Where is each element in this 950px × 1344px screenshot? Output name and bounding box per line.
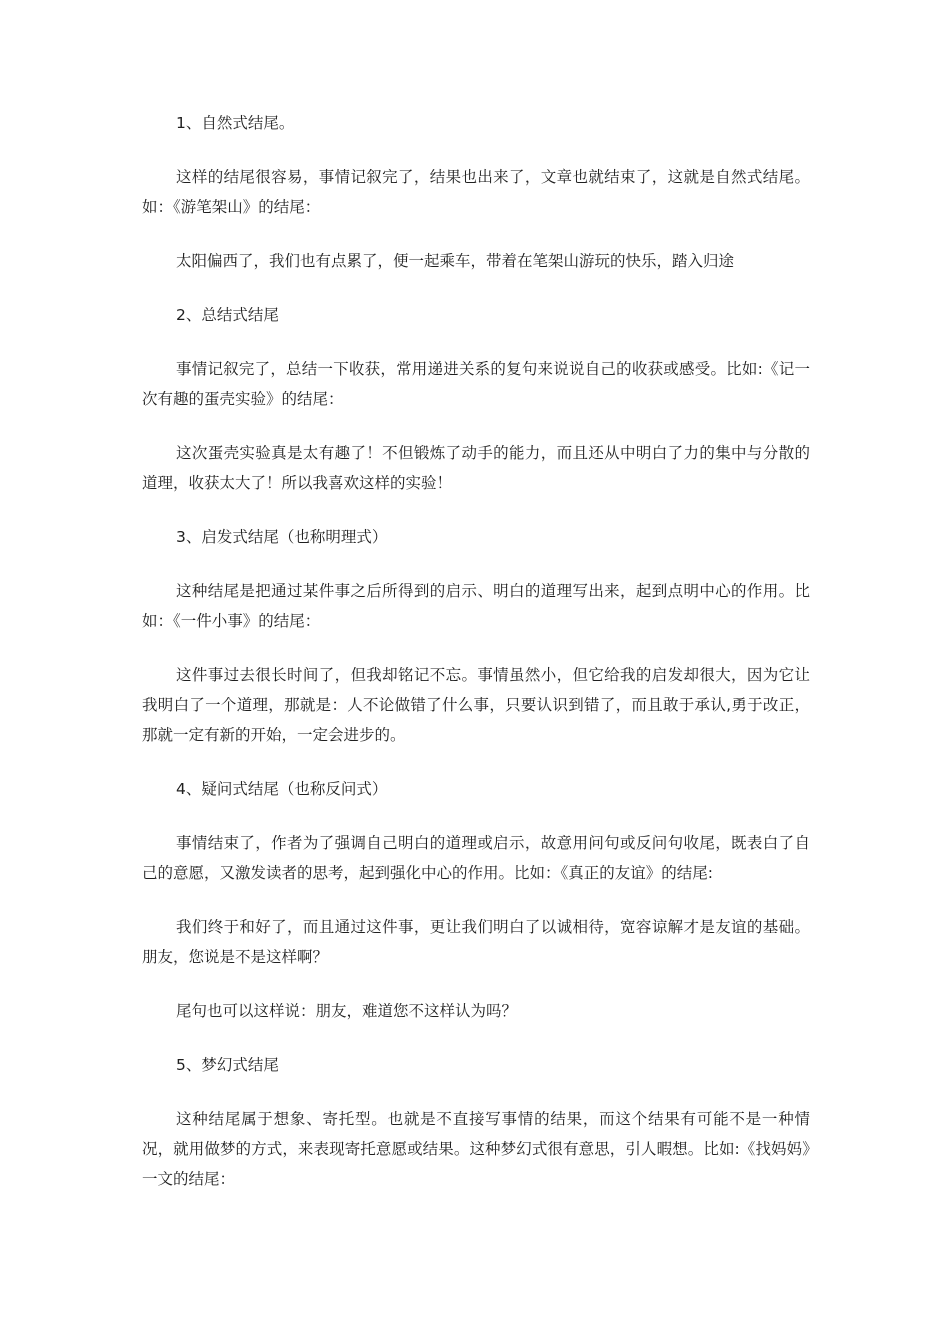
section-heading-4: 4、疑问式结尾（也称反问式） bbox=[176, 780, 388, 798]
paragraph: 事情结束了，作者为了强调自己明白的道理或启示，故意用问句或反问句收尾，既表白了自己的意愿，又激发读者的思考，起到强化中心的作用。比如：《真正的友谊》的结尾: bbox=[142, 834, 810, 882]
paragraph: 这种结尾是把通过某件事之后所得到的启示、明白的道理写出来，起到点明中心的作用。比如：《一件小事》的结尾： bbox=[142, 582, 810, 630]
paragraph: 尾句也可以这样说：朋友，难道您不这样认为吗？ bbox=[176, 1002, 518, 1020]
section-heading-5: 5、梦幻式结尾 bbox=[176, 1056, 279, 1074]
paragraph: 这种结尾属于想象、寄托型。也就是不直接写事情的结果，而这个结果有可能不是一种情况，就用做梦的方式，来表现寄托意愿或结果。这种梦幻式很有意思，引人暇想。比如:《找妈妈》一文的结尾： bbox=[142, 1110, 810, 1188]
example-paragraph: 我们终于和好了，而且通过这件事，更让我们明白了以诚相待，宽容谅解才是友谊的基础。朋友，您说是不是这样啊？ bbox=[142, 918, 810, 966]
section-heading-2: 2、总结式结尾 bbox=[176, 306, 279, 324]
example-paragraph: 这次蛋壳实验真是太有趣了！不但锻炼了动手的能力，而且还从中明白了力的集中与分散的道理，收获太大了！所以我喜欢这样的实验！ bbox=[142, 444, 810, 492]
example-paragraph: 太阳偏西了，我们也有点累了，便一起乘车，带着在笔架山游玩的快乐，踏入归途 bbox=[176, 252, 735, 270]
paragraph: 事情记叙完了，总结一下收获，常用递进关系的复句来说说自己的收获或感受。比如:《记一次有趣的蛋壳实验》的结尾： bbox=[142, 360, 810, 408]
paragraph: 这样的结尾很容易，事情记叙完了，结果也出来了，文章也就结束了，这就是自然式结尾。如：《游笔架山》的结尾： bbox=[142, 168, 810, 216]
section-heading-3: 3、启发式结尾（也称明理式） bbox=[176, 528, 388, 546]
document-body bbox=[142, 108, 810, 1218]
section-heading-1: 1、自然式结尾。 bbox=[176, 114, 295, 132]
example-paragraph: 这件事过去很长时间了，但我却铭记不忘。事情虽然小，但它给我的启发却很大，因为它让我明白了一个道理，那就是：人不论做错了什么事，只要认识到错了，而且敢于承认,勇于改正，那就一定有新的开始，一定会进步的。 bbox=[142, 666, 810, 744]
